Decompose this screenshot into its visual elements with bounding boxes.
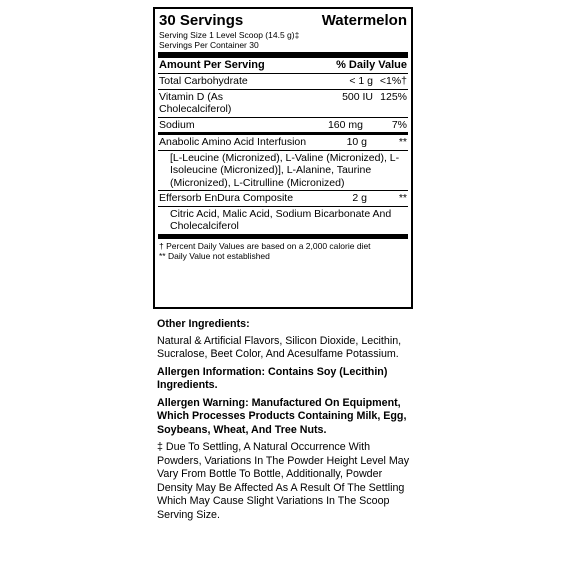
nutrient-amount: 10 g <box>346 136 367 148</box>
nutrient-amount: 500 IU <box>342 90 373 103</box>
other-ingredients-heading: Other Ingredients: <box>157 318 250 330</box>
allergen-information: Allergen Information: Contains Soy (Lecithin) Ingredients. <box>157 365 388 391</box>
nutrient-dv: 125% <box>380 90 407 103</box>
nutrient-dv: 7% <box>391 118 407 131</box>
servings-title: 30 Servings <box>159 12 244 29</box>
nutrient-row-effersorb <box>158 191 408 207</box>
effersorb-sub-ingredients: Citric Acid, Malic Acid, Sodium Bicarbonate And Cholecalciferol <box>158 207 408 239</box>
flavor-name: Watermelon <box>321 12 407 29</box>
column-header <box>158 58 408 74</box>
nutrient-name: Vitamin D (As Cholecalciferol) <box>159 90 232 115</box>
footnote-not-established: ** Daily Value not established <box>159 250 270 261</box>
servings-per-container: Servings Per Container 30 <box>159 40 259 50</box>
supplement-facts-panel <box>153 7 413 309</box>
nutrient-row-anabolic <box>158 135 408 151</box>
nutrient-name: Total Carbohydrate <box>159 75 248 87</box>
nutrient-dv: ** <box>398 136 407 148</box>
nutrient-amount: < 1 g <box>349 75 373 87</box>
nutrient-row-sodium <box>158 118 408 136</box>
dv-header: % Daily Value <box>336 59 407 71</box>
serving-size: Serving Size 1 Level Scoop (14.5 g)‡ <box>159 30 300 40</box>
footnote-daily-values: † Percent Daily Values are based on a 2,000 calorie diet <box>159 240 371 251</box>
nutrient-name: Sodium <box>159 118 195 131</box>
nutrient-amount: 160 mg <box>327 118 363 131</box>
nutrient-dv: <1%† <box>379 75 407 87</box>
nutrient-name: Anabolic Amino Acid Interfusion <box>159 136 307 148</box>
label-header <box>158 12 408 30</box>
nutrient-name: Effersorb EnDura Composite <box>159 192 294 204</box>
nutrient-amount: 2 g <box>352 192 367 204</box>
allergen-warning: Allergen Warning: Manufactured On Equipment, Which Processes Products Containing Milk, Egg, Soybeans, Wheat, And Tree Nuts. <box>157 396 407 436</box>
nutrient-dv: ** <box>398 192 407 204</box>
other-ingredients-text: Natural & Artificial Flavors, Silicon Dioxide, Lecithin, Sucralose, Beet Color, And Acesulfame Potassium. <box>157 334 402 360</box>
amount-header: Amount Per Serving <box>159 59 265 71</box>
anabolic-sub-ingredients: [L-Leucine (Micronized), L-Valine (Micronized), L-Isoleucine (Micronized)], L-Alanine, Taurine (Micronized), L-Citrulline (Micronized) <box>158 151 408 192</box>
settling-note: ‡ Due To Settling, A Natural Occurrence With Powders, Variations In The Powder Height Level May Vary From Bottle To Bottle, Additionally, Powder Density May Be Affected As A Result Of The Settling Which May Cause Slight Variations In The Scoop Serving Size. <box>157 441 410 521</box>
nutrient-row-carbohydrate <box>158 74 408 90</box>
nutrient-row-vitamin-d <box>158 90 408 118</box>
other-ingredients-section <box>157 318 411 526</box>
